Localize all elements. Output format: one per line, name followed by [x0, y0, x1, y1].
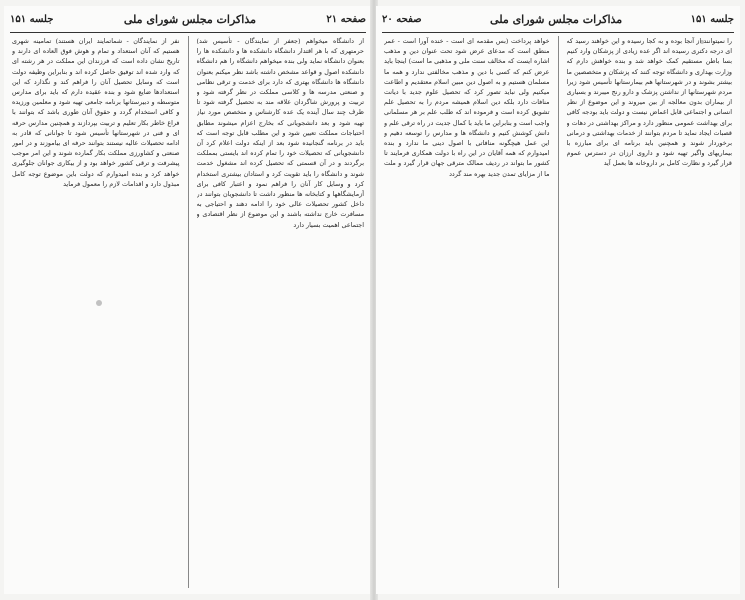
- ink-spot: [96, 300, 102, 306]
- text-column-right: [197, 36, 365, 588]
- page-number: صفحه ۲۰: [382, 13, 422, 25]
- right-page: [376, 6, 740, 594]
- right-page-header: [382, 8, 734, 30]
- page-title: مذاکرات مجلس شورای ملی: [490, 12, 623, 26]
- header-rule: [382, 32, 734, 33]
- session-label: جلسه ۱۵۱: [690, 13, 734, 25]
- text-column-left: [384, 36, 550, 588]
- column-divider: [558, 36, 559, 588]
- right-page-columns: [384, 36, 732, 588]
- page-title: مذاکرات مجلس شورای ملی: [123, 12, 256, 26]
- column-divider: [188, 36, 189, 588]
- column-text: از دانشگاه میخواهم (جعفر از نمایندگان - تأسیس شد) حرمتهری که با هر اقتدار دانشگاه دانشکده ها و دانشکده ها را بعنوان دانشگاه نماید ولی بنده میخواهم دانشگاه را هم دانشگاه دانشکده اصول و قواعد مشخص داشته باشد نظر میکنم بعنوان دانشگاه ها دانشگاه بهتری که دارد برای خدمت و ترقی نظامی و صنعتی مدرسه ها و کلاسی مملکت در نظر گرفته شود و تربیت و پرورش شاگردان علاقه مند به تحصیل گرفته شود تا ظرف چند سال آینده یک عده کارشناس و متخصص مورد نیاز تهیه شود و بعد دانشجویانی که بخارج اعزام میشوند مطابق احتیاجات مملکت تعیین شود و این مطلب قابل توجه است که باید در برنامه گنجانیده شود بعد از اینکه دولت اعلام کرد آن دانشجویانی که تحصیلات خود را تمام کرده اند بایستی بمملکت برگردند و در آن قسمتی که تحصیل کرده اند مشغول خدمت شوند و دانشگاه را باید تقویت کرد و استادان بیشتری استخدام کرد و وسایل کار آنان را فراهم نمود و اعتبار کافی برای آزمایشگاهها و کتابخانه ها منظور داشت تا دانشجویان بتوانند در داخل کشور تحصیلات عالی خود را ادامه دهند و احتیاجی به مسافرت خارج نداشته باشند و این موضوع از نظر اقتصادی و اجتماعی اهمیت بسیار دارد: [196, 37, 364, 229]
- left-page-header: [10, 8, 366, 30]
- column-text: خواهد پرداخت (بس مقدمه ای است - خنده آورا است - عمر منطق است که مدعای عرض شود تحت عنوان دین و مذهب اشاره ایست که مخالف سنت ملی و مذهبی ما است) اینجا باید عرض کنم که کسی با دین و مذهب مخالفتی ندارد و همه ما مسلمان هستیم و به اصول دین مبین اسلام معتقدیم و اطاعت میکنیم ولی نباید تصور کرد که تحصیل علوم جدید با دیانت منافات دارد بلکه دین اسلام همیشه مردم را به تحصیل علم تشویق کرده است و فرموده اند که طلب علم بر هر مسلمانی واجب است و بنابراین ما باید با کمال جدیت در راه ترقی علم و دانش کوشش کنیم و دانشگاه ها و مدارس را توسعه دهیم و این عمل هیچگونه منافاتی با اصول دینی ما ندارد و بنده امیدوارم که همه آقایان در این راه با دولت همکاری فرمایند تا کشور ما بتواند در ردیف ممالک مترقی جهان قرار گیرد و ملت ما از مزایای تمدن جدید بهره مند گردد: [384, 37, 550, 178]
- session-label: جلسه ۱۵۱: [10, 13, 54, 25]
- header-rule: [10, 32, 366, 33]
- ink-spot: [700, 40, 704, 44]
- left-page: [4, 6, 372, 594]
- left-page-columns: [12, 36, 364, 588]
- column-text: نفر از نمایندگان - شماتمایند ایران هستند) تمامینه شهری هستیم که آنان استعداد و تمام و هوش فوق العاده ای دارند و تاریخ نشان داده است که فرزندان این مملکت در هر رشته ای که وارد شده اند توفیق حاصل کرده اند و بنابراین وظیفه دولت است که وسایل تحصیل آنان را فراهم کند و نگذارد که این استعدادها ضایع شود و بنده عقیده دارم که باید برای مدارس متوسطه و دبیرستانها برنامه جامعی تهیه شود و معلمین ورزیده و کافی استخدام گردد و حقوق آنان طوری باشد که بتوانند با فراغ خاطر بکار تعلیم و تربیت بپردازند و همچنین مدارس حرفه ای و فنی در شهرستانها تأسیس شود تا جوانانی که قادر به ادامه تحصیلات عالیه نیستند بتوانند حرفه ای بیاموزند و در امور صنعتی و کشاورزی مملکت بکار گمارده شوند و این امر موجب پیشرفت و ترقی کشور خواهد بود و از بیکاری جوانان جلوگیری خواهد کرد و بنده امیدوارم که دولت باین موضوع توجه کامل مبذول دارد و اقدامات لازم را معمول فرماید: [12, 37, 180, 188]
- column-text: را نمیتوانند از آنجا بوده و به کجا رسیده و این خواهند رسید که ای درجه دکتری رسیده اند اگر عده زیادی از پزشکان وارد کنیم بسا باطن مستقیم کمک خواهد شد و بنده خواهش دارم که وزارت بهداری و دانشگاه توجه کنند که پزشکان و متخصصین ما بیشتر بشوند و در شهرستانها هم بیمارستانها تأسیس شود زیرا مردم شهرستانها از نداشتن پزشک و دارو رنج میبرند و بسیاری از بیماران بدون معالجه از بین میروند و این موضوع از نظر انسانی و اجتماعی قابل اغماض نیست و دولت باید بودجه کافی برای بهداشت عمومی منظور دارد و مراکز بهداشتی در دهات و قصبات ایجاد نماید تا مردم بتوانند از خدمات بهداشتی و درمانی برخوردار شوند و همچنین باید برنامه ای برای مبارزه با بیماریهای واگیر تهیه شود و داروی ارزان در دسترس عموم قرار گیرد و نظارت کامل بر داروخانه ها بعمل آید: [566, 37, 732, 168]
- page-number: صفحه ۲۱: [326, 13, 366, 25]
- text-column-right: [567, 36, 733, 588]
- text-column-left: [12, 36, 180, 588]
